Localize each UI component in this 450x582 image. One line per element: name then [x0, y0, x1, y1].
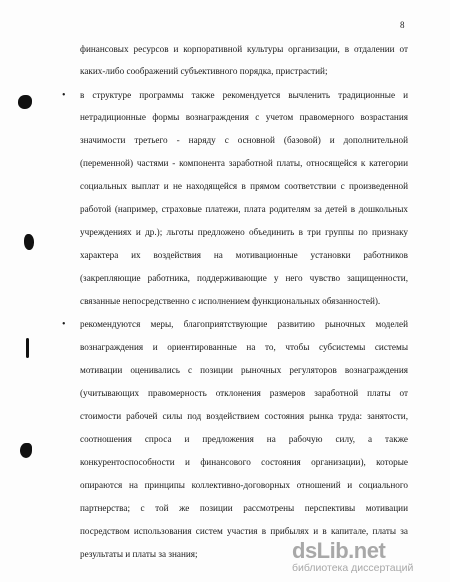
watermark-subtitle: библиотека диссертаций [292, 562, 414, 574]
text-line: (переменной) частями - компонента заработной платы, относящейся к категории [80, 158, 408, 168]
text-line: каких-либо соображений субъективного порядка, пристрастий; [80, 66, 328, 76]
text-line: связанные непосредственно с исполнением функциональных обязанностей). [80, 296, 381, 306]
text-line: финансовых ресурсов и корпоративной культуры организации, в отдалении от [80, 44, 408, 54]
watermark-logo: dsLib.net [292, 538, 386, 563]
bullet-marker: • [62, 319, 66, 330]
text-line: мотивации оценивались с позиции рыночных регуляторов вознаграждения [80, 365, 408, 375]
scan-blot-tick [26, 338, 29, 358]
scan-blot-bottom [20, 443, 32, 458]
text-line: посредством использования систем участия в прибылях и в капитале, платы за [80, 526, 408, 536]
text-line: (закрепляющие работника, поддерживающие у него чувство защищенности, [80, 273, 408, 283]
page-number: 8 [400, 20, 405, 30]
text-line: результаты и платы за знания; [80, 549, 198, 559]
text-line: в структуре программы также рекомендуется вычленить традиционные и [80, 90, 408, 100]
text-line: значимости третьего - наряду с основной (базовой) и дополнительной [80, 135, 408, 145]
text-line: нетрадиционные формы вознаграждения с учетом правомерного возрастания [80, 112, 408, 122]
scan-blot-middle [24, 234, 34, 250]
text-line: конкурентоспособности и финансового состояния организации), которые [80, 457, 408, 467]
scan-blot-top [18, 95, 32, 109]
text-line: учреждениях и др.); льготы предложено объединить в три группы по признаку [80, 227, 408, 237]
text-line: характера их воздействия на мотивационные установки работников [80, 250, 408, 260]
bullet-marker: • [62, 90, 66, 101]
text-line: стоимости рабочей силы под воздействием состояния рынка труда: занятости, [80, 411, 408, 421]
text-line: социальных выплат и не находящейся в прямом соответствии с произведенной [80, 181, 408, 191]
text-line: (учитывающих правомерность отклонения размеров заработной платы от [80, 388, 408, 398]
text-line: вознаграждения и ориентированные на то, чтобы субсистемы системы [80, 342, 408, 352]
text-line: партнерства; с той же позиции рассмотрены перспективы мотивации [80, 503, 408, 513]
text-line: рекомендуются меры, благоприятствующие развитию рыночных моделей [80, 319, 408, 329]
text-line: опираются на принципы коллективно-договорных отношений и социального [80, 480, 408, 490]
text-line: соотношения спроса и предложения на рабочую силу, а также [80, 434, 408, 444]
watermark [292, 538, 442, 578]
text-line: работой (например, страховые платежи, плата родителям за детей в дошкольных [80, 204, 408, 214]
